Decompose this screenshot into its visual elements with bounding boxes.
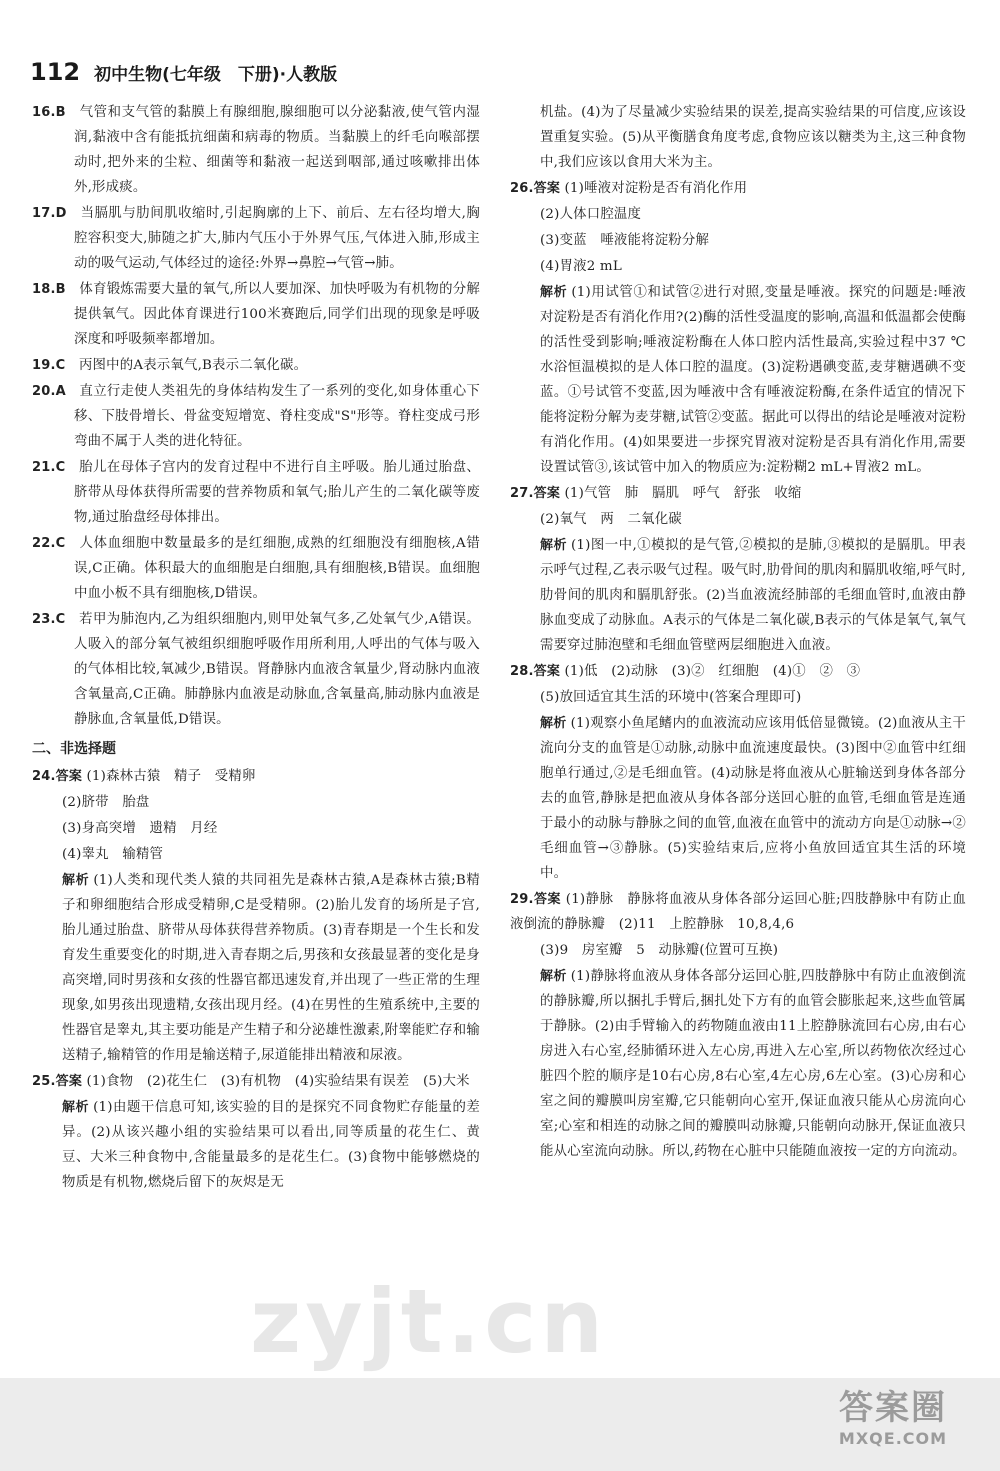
question-24 — [32, 764, 480, 1068]
choice-answer-item — [32, 100, 480, 200]
analysis-label: 解析 — [540, 285, 568, 300]
explanation-text: 若甲为肺泡内,乙为组织细胞内,则甲处氧气多,乙处氧气少,A错误。人吸入的部分氧气被组织细胞呼吸作用所利用,人呼出的气体与吸入的气体相比较,氧减少,B错误。肾静脉内血液含氧量少,肾动脉内血液含氧量高,C正确。肺静脉内血液是动脉血,含氧量高,肺动脉内血液是静脉血,含氧量低,D错误。 — [74, 612, 480, 727]
answer-line: (1)低 (2)动脉 (3)② 红细胞 (4)① ② ③ — [564, 664, 861, 679]
analysis-text: (1)观察小鱼尾鳍内的血液流动应该用低倍显微镜。(2)血液从主干流向分支的血管是①动脉,动脉中血流速度最快。(3)图中②血管中红细胞单行通过,②是毛细血管。(4)动脉是将血液从心脏输送到身体各部分去的血管,静脉是把血液从身体各部分送回心脏的血管,毛细血管是连通于最小的动脉与静脉之间的血管,血液在血管中的流动方向是①动脉→②毛细血管→③静脉。(5)实验结束后,应将小鱼放回适宜其生活的环境中。 — [540, 716, 966, 881]
analysis-text: (1)人类和现代类人猿的共同祖先是森林古猿,A是森林古猿;B精子和卵细胞结合形成受精卵,C是受精卵。(2)胎儿发育的场所是子宫,胎儿通过胎盘、脐带从母体获得营养物质。(3)青春期是一个生长和发育发生重要变化的时期,进入青春期之后,男孩和女孩最显著的变化是身高突增,同时男孩和女孩的性器官都迅速发育,并出现了一些正常的生理现象,如男孩出现遗精,女孩出现月经。(4)在男性的生殖系统中,主要的性器官是睾丸,其主要功能是产生精子和分泌雄性激素,附睾能贮存和输送精子,输精管的作用是输送精子,尿道能排出精液和尿液。 — [62, 873, 480, 1063]
question-number: 19.C — [32, 358, 66, 373]
answer-line: (1)森林古猿 精子 受精卵 — [86, 769, 256, 784]
answer-line: (4)胃液2 mL — [540, 259, 622, 274]
question-number: 17.D — [32, 206, 67, 221]
analysis-text: (1)图一中,①模拟的是气管,②模拟的是肺,③模拟的是膈肌。甲表示呼气过程,乙表示吸气过程。吸气时,肋骨间的肌肉和膈肌收缩,呼气时,肋骨间的肌肉和膈肌舒张。(2)当血液流经肺部的毛细血管时,血液由静脉血变成了动脉血。A表示的气体是二氧化碳,B表示的气体是氧气,氧气需要穿过肺泡壁和毛细血管壁两层细胞进入血液。 — [540, 538, 966, 653]
question-number: 27.答案 — [510, 486, 561, 501]
watermark: zyjt.cn — [250, 1270, 608, 1373]
choice-answer-item — [32, 379, 480, 454]
answer-line: (2)氧气 两 二氧化碳 — [540, 512, 682, 527]
question-number: 28.答案 — [510, 664, 561, 679]
answer-line: (1)食物 (2)花生仁 (3)有机物 (4)实验结果有误差 (5)大米 — [86, 1074, 470, 1089]
logo-url: MXQE.COM — [838, 1429, 948, 1448]
question-29 — [510, 887, 966, 1164]
explanation-text: 人体血细胞中数量最多的是红细胞,成熟的红细胞没有细胞核,A错误,C正确。体积最大的血细胞是白细胞,具有细胞核,B错误。血细胞中血小板不具有细胞核,D错误。 — [74, 536, 480, 601]
question-number: 23.C — [32, 612, 66, 627]
multiple-choice-list — [32, 100, 480, 732]
question-number: 22.C — [32, 536, 66, 551]
answer-line: (5)放回适宜其生活的环境中(答案合理即可) — [540, 690, 802, 705]
choice-answer-item — [32, 531, 480, 606]
question-number: 29.答案 — [510, 892, 561, 907]
answer-line: (3)身高突增 遗精 月经 — [62, 821, 218, 836]
answer-line: (1)静脉 静脉将血液从身体各部分运回心脏;四肢静脉中有防止血液倒流的静脉瓣 (2)11 上腔静脉 10,8,4,6 — [510, 892, 966, 932]
analysis-text: (1)用试管①和试管②进行对照,变量是唾液。探究的问题是:唾液对淀粉是否有消化作用?(2)酶的活性受温度的影响,高温和低温都会使酶的活性受到影响;唾液淀粉酶在人体口腔内活性最高,实验过程中37 ℃水浴恒温模拟的是人体口腔的温度。(3)淀粉遇碘变蓝,麦芽糖遇碘不变蓝。①号试管不变蓝,因为唾液中含有唾液淀粉酶,在条件适宜的情况下能将淀粉分解为麦芽糖,试管②变蓝。据此可以得出的结论是唾液对淀粉有消化作用。(4)如果要进一步探究胃液对淀粉是否具有消化作用,需要设置试管③,该试管中加入的物质应为:淀粉糊2 mL+胃液2 mL。 — [540, 285, 967, 475]
question-27 — [510, 481, 966, 658]
question-number: 25.答案 — [32, 1074, 83, 1089]
choice-answer-item — [32, 201, 480, 276]
right-column — [510, 100, 966, 1165]
analysis-label: 解析 — [540, 538, 567, 553]
question-number: 21.C — [32, 460, 66, 475]
explanation-text: 当膈肌与肋间肌收缩时,引起胸廓的上下、前后、左右径均增大,胸腔容积变大,肺随之扩大,肺内气压小于外界气压,气体进入肺,形成主动的吸气运动,气体经过的途径:外界→鼻腔→气管→肺。 — [74, 206, 480, 271]
answer-line: (3)变蓝 唾液能将淀粉分解 — [540, 233, 710, 248]
choice-answer-item — [32, 353, 480, 378]
question-25 — [32, 1069, 480, 1195]
page-number: 112 — [30, 58, 81, 86]
left-column — [32, 100, 480, 1196]
book-title: 初中生物(七年级 下册)·人教版 — [94, 65, 338, 85]
choice-answer-item — [32, 607, 480, 732]
watermark-logo — [808, 1380, 978, 1448]
answer-line: (2)脐带 胎盘 — [62, 795, 150, 810]
question-number: 16.B — [32, 105, 66, 120]
analysis-text: (1)静脉将血液从身体各部分运回心脏,四肢静脉中有防止血液倒流的静脉瓣,所以捆扎手臂后,捆扎处下方有的血管会膨胀起来,这些血管属于静脉。(2)由手臂输入的药物随血液由11上腔静脉流回右心房,由右心房进入右心室,经肺循环进入左心房,再进入左心室,所以药物依次经过心脏四个腔的顺序是10右心房,8右心室,4左心房,6左心室。(3)心房和心室之间的瓣膜叫房室瓣,它只能朝向心室开,保证血液只能从心房流向心室;心室和相连的动脉之间的瓣膜叫动脉瓣,只能朝向动脉开,保证血液只能从心室流向动脉。所以,药物在心脏中只能随血液按一定的方向流动。 — [540, 969, 966, 1159]
explanation-text: 丙图中的A表示氧气,B表示二氧化碳。 — [78, 358, 308, 373]
choice-answer-item — [32, 455, 480, 530]
choice-answer-item — [32, 277, 480, 352]
question-28 — [510, 659, 966, 886]
question-number: 26.答案 — [510, 181, 561, 196]
explanation-text: 胎儿在母体子宫内的发育过程中不进行自主呼吸。胎儿通过胎盘、脐带从母体获得所需要的营养物质和氧气;胎儿产生的二氧化碳等废物,通过胎盘经母体排出。 — [74, 460, 480, 525]
analysis-label: 解析 — [62, 1100, 90, 1115]
page-header — [30, 58, 337, 92]
question-number: 20.A — [32, 384, 66, 399]
logo-text: 答案圈 — [839, 1388, 947, 1428]
answer-line: (2)人体口腔温度 — [540, 207, 642, 222]
explanation-text: 直立行走使人类祖先的身体结构发生了一系列的变化,如身体重心下移、下肢骨增长、骨盆变短增宽、脊柱变成"S"形等。脊柱变成弓形弯曲不属于人类的进化特征。 — [74, 384, 480, 449]
answer-line: (1)唾液对淀粉是否有消化作用 — [564, 181, 748, 196]
analysis-text: (1)由题干信息可知,该实验的目的是探究不同食物贮存能量的差异。(2)从该兴趣小组的实验结果可以看出,同等质量的花生仁、黄豆、大米三种食物中,含能量最多的是花生仁。(3)食物中能够燃烧的物质是有机物,燃烧后留下的灰烬是无 — [62, 1100, 480, 1190]
analysis-label: 解析 — [540, 969, 567, 984]
analysis-continuation: 机盐。(4)为了尽量减少实验结果的误差,提高实验结果的可信度,应该设置重复实验。(5)从平衡膳食角度考虑,食物应该以糖类为主,这三种食物中,我们应该以食用大米为主。 — [540, 105, 966, 170]
answer-line: (3)9 房室瓣 5 动脉瓣(位置可互换) — [540, 943, 779, 958]
section-title: 二、非选择题 — [32, 741, 116, 757]
analysis-label: 解析 — [540, 716, 567, 731]
answer-line: (4)睾丸 输精管 — [62, 847, 164, 862]
question-number: 24.答案 — [32, 769, 83, 784]
analysis-label: 解析 — [62, 873, 90, 888]
answer-line: (1)气管 肺 膈肌 呼气 舒张 收缩 — [564, 486, 802, 501]
question-number: 18.B — [32, 282, 66, 297]
explanation-text: 气管和支气管的黏膜上有腺细胞,腺细胞可以分泌黏液,使气管内湿润,黏液中含有能抵抗细菌和病毒的物质。当黏膜上的纤毛向喉部摆动时,把外来的尘粒、细菌等和黏液一起送到咽部,通过咳嗽排出体外,形成痰。 — [74, 105, 480, 195]
explanation-text: 体育锻炼需要大量的氧气,所以人要加深、加快呼吸为有机物的分解提供氧气。因此体育课进行100米赛跑后,同学们出现的现象是呼吸深度和呼吸频率都增加。 — [74, 282, 480, 347]
question-26 — [510, 176, 966, 480]
